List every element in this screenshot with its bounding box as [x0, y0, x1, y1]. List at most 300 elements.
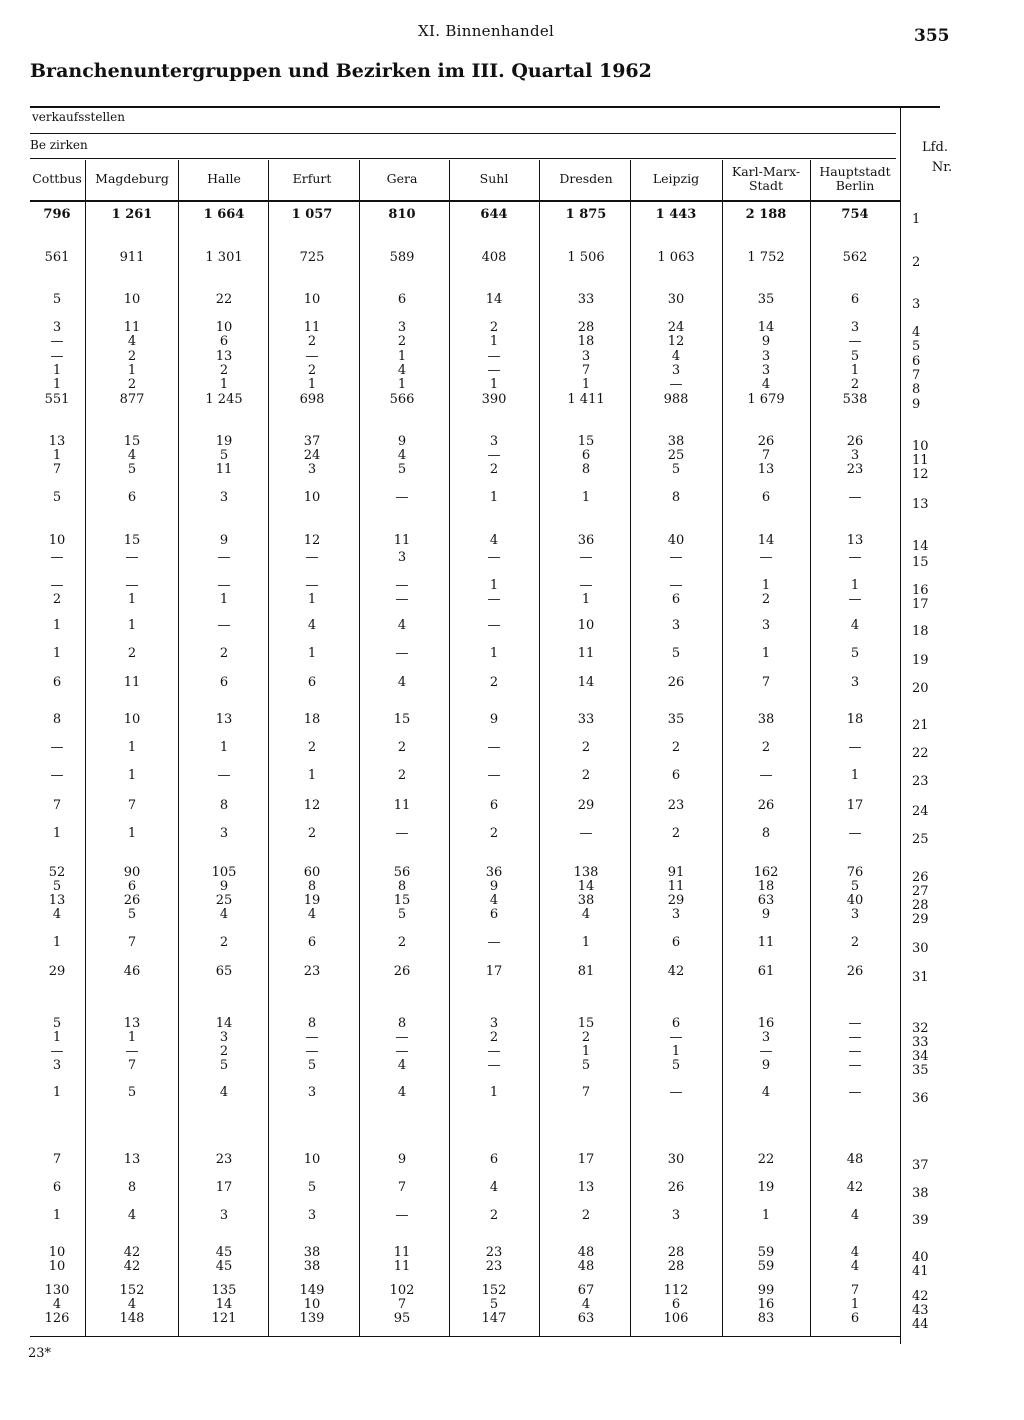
- table-cell: 2: [489, 826, 499, 841]
- table-cell: 28: [667, 1259, 685, 1274]
- table-cell: 22: [757, 1152, 775, 1167]
- column-header-line: Gera: [386, 171, 418, 186]
- column-header-line: Erfurt: [292, 171, 332, 186]
- table-cell: 2: [52, 592, 62, 607]
- row-number: 42: [912, 1289, 929, 1304]
- table-cell: 10: [577, 618, 595, 633]
- table-cell: 1: [761, 578, 771, 593]
- table-cell: 6: [671, 935, 681, 950]
- table-cell: 3: [761, 363, 771, 378]
- table-cell: 61: [757, 964, 775, 979]
- table-cell: 30: [667, 292, 685, 307]
- table-cell: 7: [397, 1180, 407, 1195]
- table-cell: 48: [846, 1152, 864, 1167]
- table-cell: 5: [52, 879, 62, 894]
- table-cell: 38: [577, 893, 595, 908]
- table-cell: 1: [52, 826, 62, 841]
- row-number: 8: [912, 382, 921, 397]
- table-cell: 2: [127, 349, 137, 364]
- table-cell: 65: [215, 964, 233, 979]
- row-number: 3: [912, 297, 921, 312]
- table-cell: —: [50, 768, 64, 783]
- table-cell: —: [579, 578, 593, 593]
- table-cell: 561: [44, 250, 70, 265]
- row-number: 41: [912, 1264, 929, 1279]
- table-cell: —: [848, 1058, 862, 1073]
- table-cell: 1: [761, 1208, 771, 1223]
- table-cell: 14: [215, 1297, 233, 1312]
- column-header-line: Karl-Marx-: [731, 164, 801, 179]
- table-cell: 5: [671, 1058, 681, 1073]
- table-cell: 1: [127, 592, 137, 607]
- table-cell: 5: [489, 1297, 499, 1312]
- table-cell: 14: [577, 879, 595, 894]
- table-cell: 5: [850, 349, 860, 364]
- table-cell: 877: [119, 392, 145, 407]
- table-cell: 2: [397, 334, 407, 349]
- table-cell: 725: [299, 250, 325, 265]
- table-cell: 4: [127, 1208, 137, 1223]
- table-cell: 1: [489, 1085, 499, 1100]
- table-cell: 6: [307, 675, 317, 690]
- table-cell: 1: [127, 1030, 137, 1045]
- table-cell: 2: [489, 1030, 499, 1045]
- table-cell: 10: [123, 712, 141, 727]
- table-cell: 106: [663, 1311, 689, 1326]
- table-cell: —: [395, 646, 409, 661]
- table-cell: —: [487, 1044, 501, 1059]
- table-cell: 4: [52, 1297, 62, 1312]
- table-cell: 754: [841, 207, 869, 222]
- table-cell: 30: [667, 1152, 685, 1167]
- table-cell: 3: [850, 675, 860, 690]
- table-cell: 5: [52, 1016, 62, 1031]
- table-cell: 24: [303, 448, 321, 463]
- table-cell: 5: [671, 646, 681, 661]
- table-cell: 14: [757, 533, 775, 548]
- column-header-line: Hauptstadt: [819, 164, 891, 179]
- table-cell: 7: [127, 798, 137, 813]
- table-cell: 10: [303, 1297, 321, 1312]
- table-cell: —: [50, 349, 64, 364]
- table-cell: 12: [303, 533, 321, 548]
- table-cell: 16: [757, 1297, 775, 1312]
- table-cell: 1: [581, 1044, 591, 1059]
- table-cell: 26: [123, 893, 141, 908]
- table-cell: 90: [123, 865, 141, 880]
- table-cell: 6: [761, 490, 771, 505]
- table-cell: 2: [850, 935, 860, 950]
- table-cell: 13: [215, 712, 233, 727]
- table-cell: 1 506: [567, 250, 605, 265]
- table-cell: 3: [671, 618, 681, 633]
- table-cell: 698: [299, 392, 325, 407]
- table-cell: 3: [489, 434, 499, 449]
- table-cell: —: [579, 550, 593, 565]
- row-number: 26: [912, 870, 929, 885]
- running-head: XI. Binnenhandel: [418, 22, 555, 40]
- table-cell: 76: [846, 865, 864, 880]
- table-cell: 3: [671, 1208, 681, 1223]
- table-cell: 121: [211, 1311, 237, 1326]
- table-cell: 5: [850, 646, 860, 661]
- table-cell: —: [487, 740, 501, 755]
- table-cell: 4: [761, 377, 771, 392]
- table-cell: —: [579, 826, 593, 841]
- table-cell: 17: [577, 1152, 595, 1167]
- table-cell: 5: [397, 462, 407, 477]
- table-cell: 1: [307, 377, 317, 392]
- table-cell: 4: [850, 1208, 860, 1223]
- table-cell: 24: [667, 320, 685, 335]
- table-cell: 6: [671, 1297, 681, 1312]
- table-cell: 796: [43, 207, 71, 222]
- table-cell: 15: [577, 1016, 595, 1031]
- row-number: 22: [912, 746, 929, 761]
- column-header-line: Halle: [207, 171, 241, 186]
- table-cell: 1: [52, 618, 62, 633]
- table-cell: 1 664: [203, 207, 245, 222]
- row-number: 24: [912, 804, 929, 819]
- column-header-line: Suhl: [479, 171, 509, 186]
- column-header-line: Cottbus: [32, 171, 82, 186]
- table-cell: —: [217, 768, 231, 783]
- table-cell: 6: [581, 448, 591, 463]
- table-cell: —: [125, 578, 139, 593]
- table-cell: 11: [123, 320, 141, 335]
- table-cell: 4: [397, 675, 407, 690]
- row-number: 21: [912, 718, 929, 733]
- table-cell: —: [487, 349, 501, 364]
- table-cell: 390: [481, 392, 507, 407]
- table-cell: 60: [303, 865, 321, 880]
- table-cell: 1 443: [655, 207, 697, 222]
- table-cell: 42: [123, 1245, 141, 1260]
- table-cell: 2: [219, 1044, 229, 1059]
- table-cell: 15: [393, 712, 411, 727]
- table-cell: 2: [397, 740, 407, 755]
- table-cell: 3: [581, 349, 591, 364]
- table-cell: 3: [52, 1058, 62, 1073]
- table-cell: 36: [577, 533, 595, 548]
- table-cell: —: [305, 349, 319, 364]
- table-cell: 19: [303, 893, 321, 908]
- table-cell: 38: [667, 434, 685, 449]
- table-cell: 1: [581, 935, 591, 950]
- table-cell: 1 245: [205, 392, 243, 407]
- table-cell: 10: [123, 292, 141, 307]
- table-cell: 4: [489, 893, 499, 908]
- table-cell: 9: [219, 533, 229, 548]
- table-cell: —: [395, 1208, 409, 1223]
- table-cell: 4: [127, 1297, 137, 1312]
- table-cell: 4: [850, 1259, 860, 1274]
- table-cell: 3: [671, 907, 681, 922]
- table-cell: 135: [211, 1283, 237, 1298]
- table-cell: 6: [219, 675, 229, 690]
- table-cell: 5: [307, 1180, 317, 1195]
- table-cell: 8: [219, 798, 229, 813]
- table-cell: 148: [119, 1311, 145, 1326]
- table-cell: 46: [123, 964, 141, 979]
- row-number: 44: [912, 1317, 929, 1332]
- table-cell: —: [848, 1085, 862, 1100]
- table-cell: 1: [671, 1044, 681, 1059]
- table-cell: 644: [480, 207, 508, 222]
- table-cell: 1: [397, 349, 407, 364]
- table-cell: 7: [127, 935, 137, 950]
- table-cell: 26: [667, 1180, 685, 1195]
- table-cell: 11: [123, 675, 141, 690]
- table-cell: 5: [219, 1058, 229, 1073]
- table-cell: 10: [303, 490, 321, 505]
- column-header-line: Berlin: [835, 178, 875, 193]
- table-cell: 3: [761, 618, 771, 633]
- table-cell: 10: [48, 1259, 66, 1274]
- table-cell: 7: [127, 1058, 137, 1073]
- table-cell: 5: [127, 1085, 137, 1100]
- table-cell: 1: [219, 592, 229, 607]
- table-cell: 102: [389, 1283, 415, 1298]
- table-cell: —: [487, 935, 501, 950]
- table-cell: 59: [757, 1259, 775, 1274]
- table-cell: 1: [52, 646, 62, 661]
- row-number: 20: [912, 681, 929, 696]
- table-cell: 38: [303, 1259, 321, 1274]
- table-cell: 29: [577, 798, 595, 813]
- subheader-bezirke: Be zirken: [30, 138, 88, 152]
- table-cell: —: [669, 578, 683, 593]
- table-cell: 562: [842, 250, 868, 265]
- table-cell: 14: [485, 292, 503, 307]
- table-cell: 7: [52, 798, 62, 813]
- table-cell: 1 752: [747, 250, 785, 265]
- table-cell: 3: [850, 448, 860, 463]
- table-cell: —: [50, 1044, 64, 1059]
- table-cell: 3: [397, 550, 407, 565]
- table-cell: 9: [489, 879, 499, 894]
- table-cell: 2: [307, 826, 317, 841]
- table-cell: 139: [299, 1311, 325, 1326]
- table-cell: —: [848, 1030, 862, 1045]
- table-cell: 4: [397, 1085, 407, 1100]
- table-cell: 5: [127, 462, 137, 477]
- table-cell: 5: [52, 292, 62, 307]
- table-cell: 4: [850, 1245, 860, 1260]
- table-cell: 3: [489, 1016, 499, 1031]
- table-cell: 19: [215, 434, 233, 449]
- table-cell: 105: [211, 865, 237, 880]
- table-cell: 13: [123, 1152, 141, 1167]
- row-number: 1: [912, 212, 921, 227]
- table-cell: 13: [48, 434, 66, 449]
- table-cell: 4: [219, 1085, 229, 1100]
- table-cell: 2: [219, 646, 229, 661]
- table-cell: 38: [303, 1245, 321, 1260]
- table-cell: 11: [393, 798, 411, 813]
- table-cell: —: [395, 1044, 409, 1059]
- row-number: 40: [912, 1250, 929, 1265]
- table-cell: 14: [757, 320, 775, 335]
- table-cell: 3: [219, 1208, 229, 1223]
- table-cell: —: [395, 1030, 409, 1045]
- table-cell: 1: [489, 334, 499, 349]
- table-cell: 4: [52, 907, 62, 922]
- table-cell: 130: [44, 1283, 70, 1298]
- table-cell: 2: [307, 363, 317, 378]
- table-cell: 6: [307, 935, 317, 950]
- table-cell: 8: [761, 826, 771, 841]
- table-cell: 1: [127, 768, 137, 783]
- table-cell: 5: [127, 907, 137, 922]
- table-cell: 2: [850, 377, 860, 392]
- table-cell: 25: [215, 893, 233, 908]
- row-number: 28: [912, 898, 929, 913]
- table-cell: 35: [757, 292, 775, 307]
- table-cell: 4: [397, 363, 407, 378]
- table-cell: 5: [850, 879, 860, 894]
- table-cell: 11: [757, 935, 775, 950]
- table-cell: 63: [757, 893, 775, 908]
- table-cell: 3: [307, 1208, 317, 1223]
- table-cell: —: [848, 826, 862, 841]
- table-cell: 33: [577, 292, 595, 307]
- table-cell: 1 411: [567, 392, 605, 407]
- table-cell: 1 679: [747, 392, 785, 407]
- table-cell: 4: [671, 349, 681, 364]
- table-cell: 2: [307, 740, 317, 755]
- table-cell: 3: [219, 826, 229, 841]
- table-cell: 17: [215, 1180, 233, 1195]
- table-cell: —: [395, 490, 409, 505]
- table-cell: 9: [219, 879, 229, 894]
- table-cell: 11: [577, 646, 595, 661]
- row-number: 30: [912, 941, 929, 956]
- table-cell: 7: [581, 363, 591, 378]
- table-cell: 8: [307, 879, 317, 894]
- table-cell: 56: [393, 865, 411, 880]
- table-cell: 10: [48, 533, 66, 548]
- table-cell: 1: [581, 490, 591, 505]
- table-cell: 13: [215, 349, 233, 364]
- table-cell: —: [848, 1016, 862, 1031]
- table-cell: 6: [489, 1152, 499, 1167]
- table-cell: 15: [577, 434, 595, 449]
- table-cell: 13: [48, 893, 66, 908]
- table-cell: 5: [397, 907, 407, 922]
- table-cell: 2: [397, 768, 407, 783]
- table-cell: 45: [215, 1245, 233, 1260]
- table-cell: 3: [850, 907, 860, 922]
- table-cell: 6: [850, 292, 860, 307]
- table-cell: 10: [48, 1245, 66, 1260]
- table-cell: —: [395, 826, 409, 841]
- table-cell: 42: [667, 964, 685, 979]
- table-cell: 2: [761, 740, 771, 755]
- footnote-marker: 23*: [28, 1346, 52, 1361]
- table-cell: 6: [671, 592, 681, 607]
- table-cell: 162: [753, 865, 779, 880]
- table-cell: 29: [48, 964, 66, 979]
- row-number: 15: [912, 555, 929, 570]
- table-cell: —: [305, 1044, 319, 1059]
- row-number: 33: [912, 1035, 929, 1050]
- table-cell: 99: [757, 1283, 775, 1298]
- table-cell: 14: [215, 1016, 233, 1031]
- table-cell: —: [669, 550, 683, 565]
- row-number: 37: [912, 1158, 929, 1173]
- row-number: 9: [912, 397, 921, 412]
- table-cell: 11: [667, 879, 685, 894]
- table-cell: 6: [52, 675, 62, 690]
- table-cell: 18: [303, 712, 321, 727]
- table-cell: 16: [757, 1016, 775, 1031]
- table-cell: 7: [52, 1152, 62, 1167]
- table-cell: 1: [127, 826, 137, 841]
- table-cell: 1: [127, 740, 137, 755]
- table-cell: 26: [757, 434, 775, 449]
- table-cell: 6: [219, 334, 229, 349]
- table-cell: —: [487, 768, 501, 783]
- table-cell: 26: [846, 434, 864, 449]
- table-cell: 5: [671, 462, 681, 477]
- table-cell: —: [125, 1044, 139, 1059]
- table-cell: 14: [577, 675, 595, 690]
- table-cell: 29: [667, 893, 685, 908]
- table-cell: 4: [489, 533, 499, 548]
- table-cell: 1: [581, 377, 591, 392]
- table-cell: 11: [393, 1245, 411, 1260]
- table-cell: 9: [489, 712, 499, 727]
- table-cell: 8: [671, 490, 681, 505]
- table-cell: 7: [850, 1283, 860, 1298]
- table-cell: 4: [581, 907, 591, 922]
- table-cell: —: [487, 550, 501, 565]
- table-cell: 1: [52, 1030, 62, 1045]
- table-cell: 1: [127, 618, 137, 633]
- table-cell: 1 063: [657, 250, 695, 265]
- table-cell: 48: [577, 1259, 595, 1274]
- table-cell: 1: [307, 646, 317, 661]
- table-cell: 2: [307, 334, 317, 349]
- table-cell: 911: [119, 250, 145, 265]
- table-cell: 126: [44, 1311, 70, 1326]
- table-cell: 37: [303, 434, 321, 449]
- table-cell: 26: [393, 964, 411, 979]
- table-cell: 11: [215, 462, 233, 477]
- table-cell: 3: [850, 320, 860, 335]
- table-cell: 26: [846, 964, 864, 979]
- table-cell: 17: [485, 964, 503, 979]
- table-cell: 33: [577, 712, 595, 727]
- table-cell: 810: [388, 207, 416, 222]
- table-cell: 4: [761, 1085, 771, 1100]
- table-cell: 10: [303, 292, 321, 307]
- table-cell: 91: [667, 865, 685, 880]
- table-cell: 6: [127, 879, 137, 894]
- table-cell: 23: [485, 1259, 503, 1274]
- table-cell: 1: [397, 377, 407, 392]
- table-cell: 18: [846, 712, 864, 727]
- row-number: 27: [912, 884, 929, 899]
- table-cell: 1: [489, 578, 499, 593]
- table-cell: 12: [303, 798, 321, 813]
- table-cell: 7: [52, 462, 62, 477]
- column-header-line: Magdeburg: [95, 171, 169, 186]
- subheader-verkaufsstellen: verkaufsstellen: [32, 110, 125, 124]
- table-cell: 2: [581, 768, 591, 783]
- table-cell: 10: [215, 320, 233, 335]
